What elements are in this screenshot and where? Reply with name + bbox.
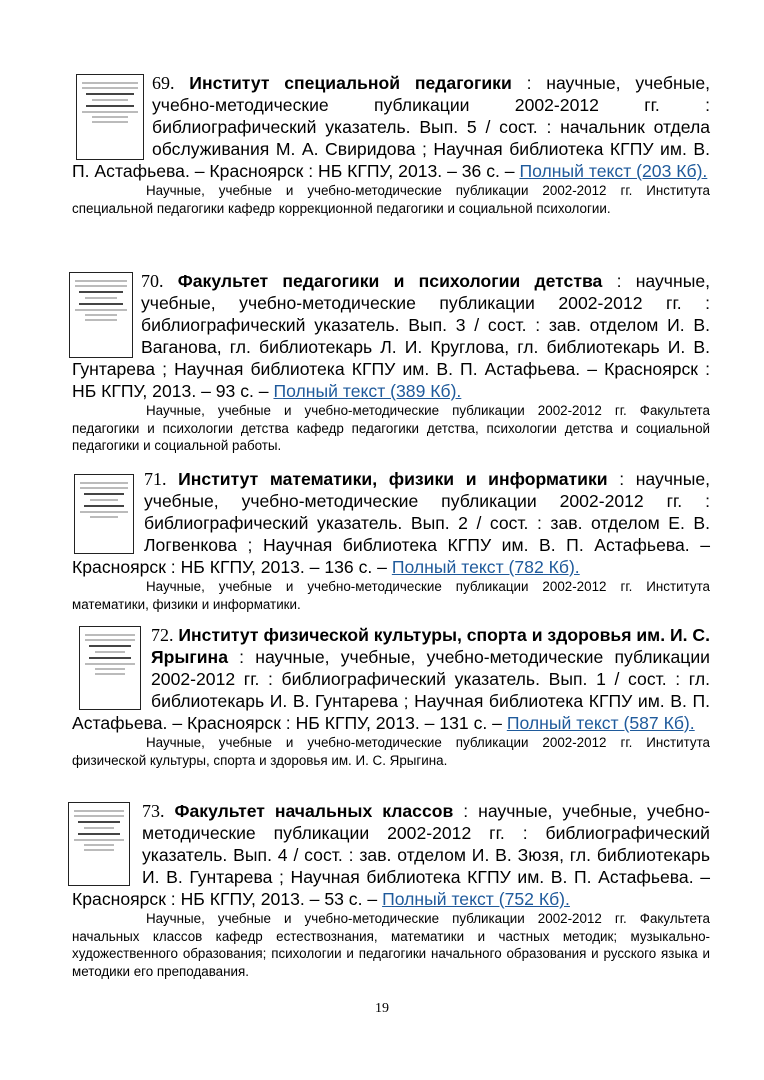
cover-thumbnail (76, 74, 144, 160)
full-text-link[interactable]: Полный текст (782 Кб). (391, 557, 580, 577)
entry-annotation: Научные, учебные и учебно-методические публикации 2002-2012 гг. Факультета начальных классов кафедр естествознания, математики и частных методик; музыкально-художественного образования; психологии и педагогики начального образования и русского языка и методики его преподавания. (72, 911, 710, 979)
entry-citation (72, 468, 710, 578)
full-text-link[interactable]: Полный текст (752 Кб). (382, 889, 570, 909)
entry-71 (72, 468, 710, 613)
entry-70 (72, 270, 710, 455)
entry-73 (72, 800, 710, 980)
entry-title: Факультет начальных классов (174, 801, 454, 821)
cover-thumbnail (74, 474, 134, 554)
entry-title: Институт специальной педагогики (189, 73, 512, 93)
cover-thumbnail (79, 626, 141, 710)
entry-text: : научные, учебные, учебно-методические публикации 2002-2012 гг. : библиографический указатель. Вып. 2 / сост. : зав. отделом Е. В. Логвенкова ; Научная библиотека КГПУ им. В. П. Астафьева. – Красноярск : НБ КГПУ, 2013. – 136 с. – (72, 469, 711, 577)
entry-title: Факультет педагогики и психологии детства (177, 271, 603, 291)
cover-thumbnail (68, 802, 130, 886)
entry-annotation: Научные, учебные и учебно-методические публикации 2002-2012 гг. Института математики, физики и информатики. (72, 579, 710, 612)
entry-number: 71. (144, 469, 167, 489)
entry-title: Институт физической культуры, спорта и здоровья им. И. С. Ярыгина (151, 625, 710, 667)
entry-title: Институт математики, физики и информатики (178, 469, 608, 489)
entry-annotation: Научные, учебные и учебно-методические публикации 2002-2012 гг. Института специальной педагогики кафедр коррекционной педагогики и социальной психологии. (72, 183, 710, 216)
entry-annotation: Научные, учебные и учебно-методические публикации 2002-2012 гг. Факультета педагогики и психологии детства кафедр педагогики детства, психологии детства и социальной педагогики и социальной работы. (72, 403, 710, 453)
entry-69 (72, 72, 710, 217)
entry-citation (72, 624, 710, 734)
full-text-link[interactable]: Полный текст (587 Кб). (506, 713, 695, 733)
entry-number: 73. (142, 801, 165, 821)
entry-text: : научные, учебные, учебно-методические публикации 2002-2012 гг. : библиографический указатель. Вып. 4 / сост. : зав. отделом И. В. Зюзя, гл. библиотекарь И. В. Гунтарева ; Научная библиотека КГПУ им. В. П. Астафьева. – Красноярск : НБ КГПУ, 2013. – 53 с. – (72, 801, 711, 909)
entry-72 (72, 624, 710, 769)
entry-citation (72, 270, 710, 402)
entry-annotation: Научные, учебные и учебно-методические публикации 2002-2012 гг. Института физической культуры, спорта и здоровья им. И. С. Ярыгина. (72, 735, 710, 768)
entry-citation (72, 800, 710, 910)
entry-number: 69. (152, 73, 175, 93)
entry-citation (72, 72, 710, 182)
entry-number: 70. (141, 271, 164, 291)
entry-text: : научные, учебные, учебно-методические публикации 2002-2012 гг. : библиографический указатель. Вып. 5 / сост. : начальник отдела обслуживания М. А. Свиридова ; Научная библиотека КГПУ им. В. П. Астафьева. – Красноярск : НБ КГПУ, 2013. – 36 с. – (72, 73, 711, 181)
page-number: 19 (375, 1001, 389, 1016)
cover-thumbnail (69, 272, 133, 358)
full-text-link[interactable]: Полный текст (389 Кб). (273, 381, 462, 401)
entry-text: : научные, учебные, учебно-методические публикации 2002-2012 гг. : библиографический указатель. Вып. 3 / сост. : зав. отделом И. В. Ваганова, гл. библиотекарь Л. И. Круглова, гл. библиотекарь И. В. Гунтарева ; Научная библиотека КГПУ им. В. П. Астафьева. – Красноярск : НБ КГПУ, 2013. – 93 с. – (72, 271, 711, 401)
entry-number: 72. (151, 625, 174, 645)
full-text-link[interactable]: Полный текст (203 Кб). (519, 161, 708, 181)
entry-text: : научные, учебные, учебно-методические публикации 2002-2012 гг. : библиографический указатель. Вып. 1 / сост. : гл. библиотекарь И. В. Гунтарева ; Научная библиотека КГПУ им. В. П. Астафьева. – Красноярск : НБ КГПУ, 2013. – 131 с. – (72, 647, 710, 733)
